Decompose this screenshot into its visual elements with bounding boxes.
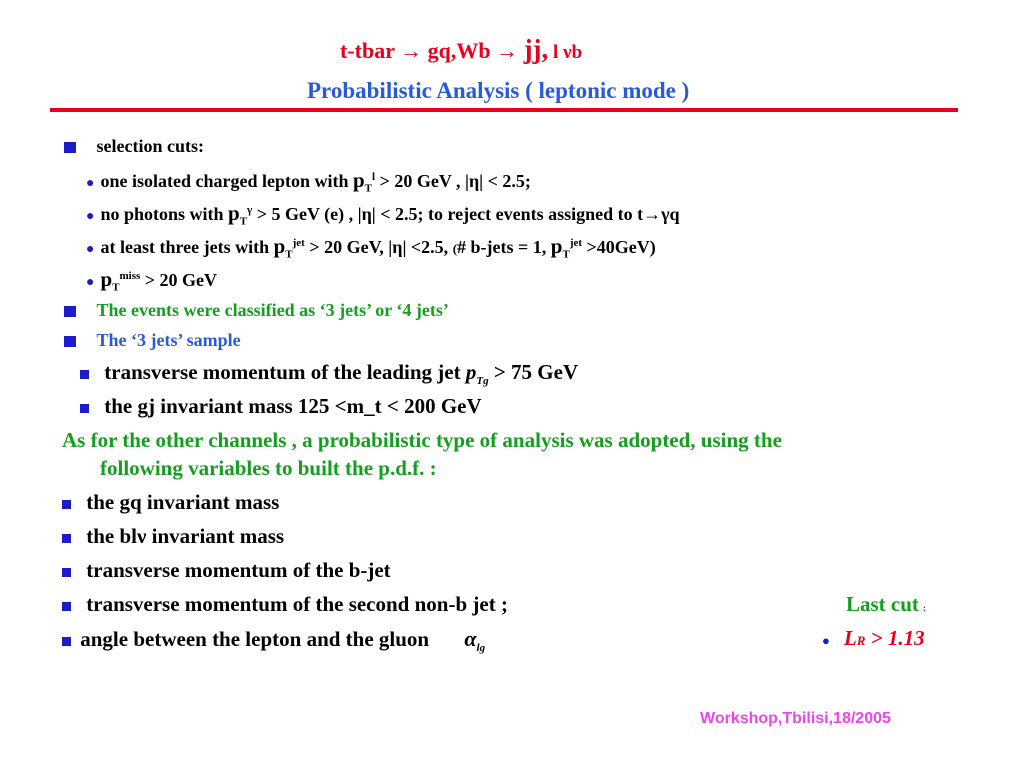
p-symbol: p — [352, 168, 365, 192]
cut-photons — [86, 201, 680, 228]
slide-subtitle: Probabilistic Analysis ( leptonic mode ) — [307, 78, 690, 103]
square-bullet-icon — [80, 370, 89, 379]
variable-item — [62, 524, 284, 549]
variable-text: the gq invariant mass — [86, 490, 280, 514]
p-symbol: p — [550, 234, 563, 258]
superscript: jet — [292, 237, 305, 249]
square-bullet-icon — [62, 568, 71, 577]
item-text: > 75 GeV — [488, 360, 579, 384]
superscript: jet — [569, 237, 583, 249]
subscript: T — [562, 248, 570, 261]
three-jets-heading — [64, 330, 241, 351]
paragraph-line-2: following variables to built the p.d.f. : — [100, 456, 437, 480]
variable-text: transverse momentum of the b-jet — [86, 558, 391, 582]
variable-text: angle between the lepton and the gluon — [80, 627, 430, 651]
square-bullet-icon — [62, 534, 71, 543]
dot-bullet-icon: ● — [86, 275, 95, 290]
title-part-b: l νb — [548, 42, 583, 63]
variable-item — [62, 490, 279, 515]
cut-text: > 20 GeV, |η| <2.5, — [304, 237, 453, 257]
variable-item — [62, 592, 508, 617]
subscript: T — [112, 281, 120, 294]
title-part-a: t-tbar → gq,Wb → — [340, 38, 524, 63]
title-jj: jj, — [523, 34, 549, 64]
dot-bullet-icon: ● — [86, 209, 95, 224]
variable-item — [62, 626, 485, 654]
cut-jets — [86, 234, 656, 261]
last-cut-label — [846, 592, 926, 617]
item-text: the gj invariant mass 125 <m_t < 200 GeV — [104, 394, 482, 418]
variable-text: transverse momentum of the second non-b jet ; — [86, 592, 508, 616]
cut-text: > 20 GeV — [140, 270, 218, 290]
p-symbol: p — [465, 360, 477, 384]
cut-text: no photons with — [100, 204, 229, 224]
cut-text: # b-jets = 1, — [457, 237, 551, 257]
square-bullet-icon — [64, 306, 76, 317]
square-bullet-icon — [64, 142, 76, 153]
cut-value: > 1.13 — [865, 626, 925, 650]
p-symbol: p — [273, 234, 286, 258]
slide-title — [340, 34, 582, 65]
dot-bullet-icon: ● — [822, 633, 830, 648]
likelihood-cut — [822, 626, 925, 651]
cut-text: at least three jets with — [100, 237, 274, 257]
cut-lepton — [86, 168, 531, 195]
paren: ( — [452, 241, 458, 256]
square-bullet-icon — [62, 602, 71, 611]
alpha-symbol: α — [464, 626, 477, 651]
variable-item — [62, 558, 391, 583]
subscript: T — [285, 248, 293, 261]
cut-text: >40GeV) — [582, 237, 656, 257]
footer-workshop: Workshop,Tbilisi,18/2005 — [700, 710, 891, 727]
selection-heading — [64, 136, 204, 157]
dot-bullet-icon: ● — [86, 242, 95, 257]
gj-mass-item — [80, 394, 482, 419]
square-bullet-icon — [80, 404, 89, 413]
cut-text: > 5 GeV (e) , |η| < 2.5; to reject events assigned to t→γq — [252, 204, 680, 224]
dot-bullet-icon: ● — [86, 176, 95, 191]
subscript: Tg — [476, 375, 489, 388]
variable-text: the blν invariant mass — [86, 524, 285, 548]
item-text: transverse momentum of the leading jet — [104, 360, 466, 384]
square-bullet-icon — [62, 637, 71, 646]
selection-heading-text: selection cuts: — [96, 136, 204, 156]
leading-jet-item — [80, 360, 578, 387]
paragraph-line-1: As for the other channels , a probabilistic type of analysis was adopted, using the — [62, 428, 782, 452]
title-divider — [50, 108, 958, 112]
superscript: l — [372, 171, 376, 183]
square-bullet-icon — [64, 336, 76, 347]
classified-text: The events were classified as ‘3 jets’ or ‘4 jets’ — [96, 300, 449, 320]
superscript: miss — [119, 270, 141, 282]
p-symbol: p — [228, 201, 240, 225]
subscript: T — [239, 215, 248, 228]
last-cut-text: Last cut — [846, 592, 919, 616]
cut-text: > 20 GeV , |η| < 2.5; — [375, 171, 531, 191]
l-symbol: L — [843, 626, 857, 650]
subscript: lg — [476, 642, 486, 655]
cut-missing-pt — [86, 267, 217, 294]
subscript: T — [364, 182, 373, 195]
square-bullet-icon — [62, 500, 71, 509]
three-jets-text: The ‘3 jets’ sample — [96, 330, 241, 350]
cut-text: one isolated charged lepton with — [100, 171, 353, 191]
r-subscript: R — [856, 633, 866, 648]
classified-note — [64, 300, 449, 321]
colon: : — [922, 603, 926, 613]
p-symbol: p — [100, 267, 113, 291]
superscript: γ — [247, 204, 253, 216]
